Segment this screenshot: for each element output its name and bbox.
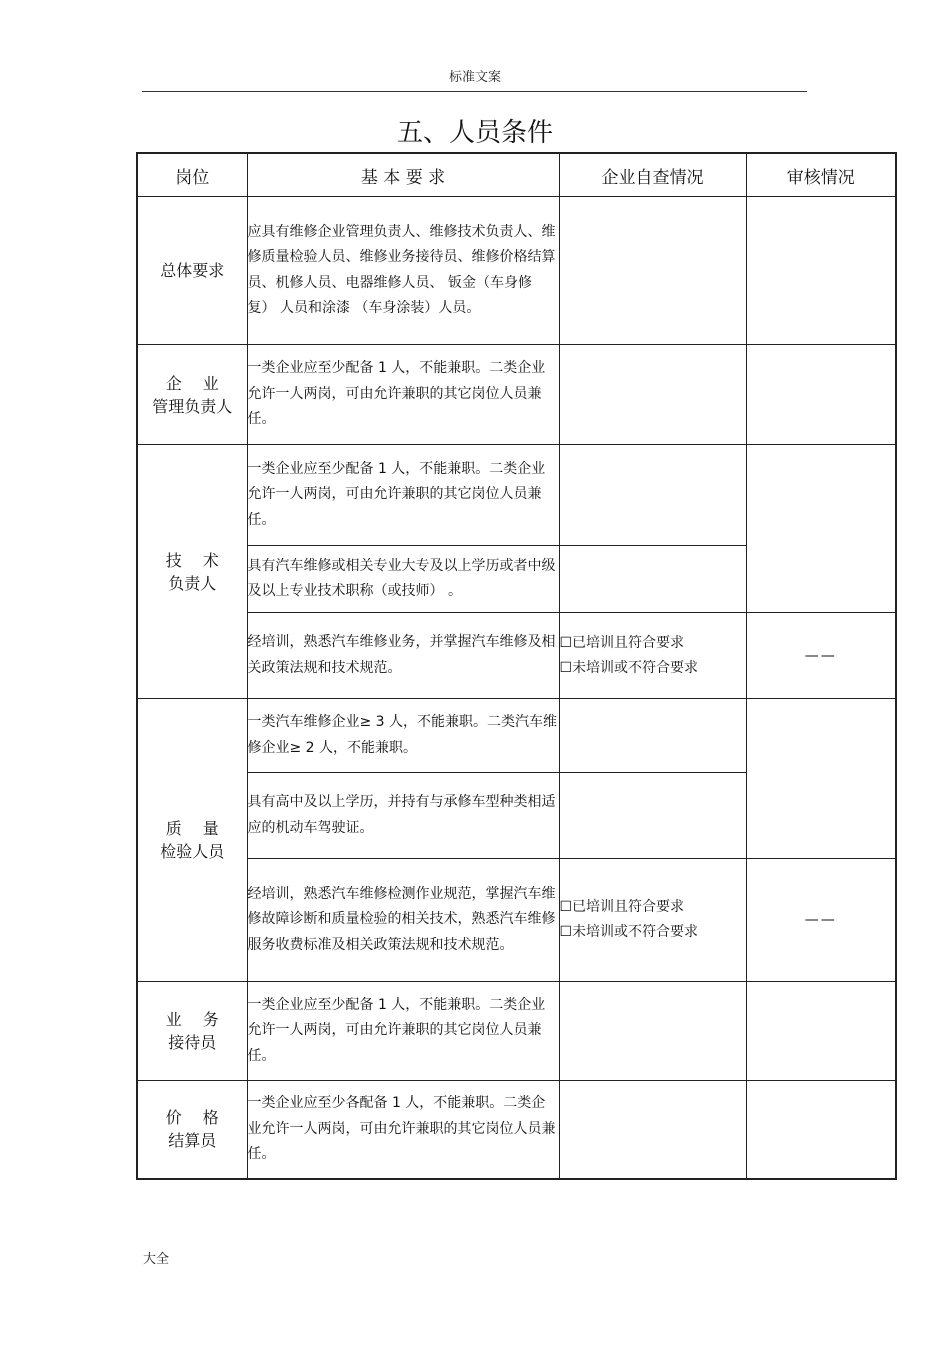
requirement-general: 应具有维修企业管理负责人、维修技术负责人、维修质量检验人员、维修业务接待员、维修价格结算员、机修人员、电器维修人员、 钣金（车身修复） 人员和涂漆 （车身涂装）人员。: [247, 197, 559, 345]
checkbox-trained-compliant[interactable]: ☐已培训且符合要求: [559, 899, 685, 915]
self-check-cell[interactable]: [559, 982, 746, 1081]
personnel-requirements-table: [136, 152, 897, 1180]
table-row-tech-1: [137, 445, 896, 546]
requirement-manager: 一类企业应至少配备 1 人，不能兼职。二类企业允许一人两岗，可由允许兼职的其它岗位人员兼任。: [247, 345, 559, 445]
review-cell[interactable]: [746, 1081, 896, 1179]
review-cell[interactable]: [746, 982, 896, 1081]
self-check-cell[interactable]: [559, 345, 746, 445]
requirement-tech-education: 具有汽车维修或相关专业大专及以上学历或者中级及以上专业技术职称（或技师） 。: [247, 546, 559, 613]
position-reception: [137, 982, 247, 1081]
position-tech: [137, 445, 247, 699]
table-row-tech-3: [137, 613, 896, 699]
position-label-line1: 业 务: [165, 1010, 227, 1029]
position-label-line2: 检验人员: [160, 842, 225, 861]
requirement-tech-training: 经培训，熟悉汽车维修业务，并掌握汽车维修及相关政策法规和技术规范。: [247, 613, 559, 699]
requirement-tech-staffing: 一类企业应至少配备 1 人，不能兼职。二类企业允许一人两岗，可由允许兼职的其它岗位人员兼任。: [247, 445, 559, 546]
page-footer: 大全: [143, 1252, 170, 1267]
self-check-cell[interactable]: [559, 546, 746, 613]
position-manager: [137, 345, 247, 445]
review-cell[interactable]: [746, 345, 896, 445]
position-label-line2: 结算员: [168, 1131, 217, 1151]
position-label-line1: 价 格: [165, 1108, 227, 1128]
header-divider: [142, 91, 807, 92]
self-check-cell[interactable]: [559, 699, 746, 773]
table-row-quality-3: [137, 859, 896, 982]
table-row-quality-1: [137, 699, 896, 773]
header-review: 审核情况: [746, 153, 896, 197]
table-row-general: [137, 197, 896, 345]
review-cell[interactable]: [746, 445, 896, 613]
header-requirement: 基 本 要 求: [247, 153, 559, 197]
position-label-line2: 负责人: [168, 573, 217, 593]
position-label-line1: 技 术: [165, 550, 227, 570]
checkbox-untrained-noncompliant[interactable]: ☐未培训或不符合要求: [559, 659, 699, 676]
requirement-quality-training: 经培训，熟悉汽车维修检测作业规范，掌握汽车维修故障诊断和质量检验的相关技术，熟悉汽车维修服务收费标准及相关政策法规和技术规范。: [247, 859, 559, 982]
table-header-row: [137, 153, 896, 197]
position-quality: [137, 699, 247, 982]
self-check-cell[interactable]: [559, 1081, 746, 1179]
position-general: 总体要求: [137, 197, 247, 345]
self-check-cell[interactable]: [559, 773, 746, 859]
table-row-manager: [137, 345, 896, 445]
requirement-quality-staffing: 一类汽车维修企业≥ 3 人，不能兼职。二类汽车维修企业≥ 2 人，不能兼职。: [247, 699, 559, 773]
checkbox-trained-compliant[interactable]: ☐已培训且符合要求: [559, 634, 685, 651]
review-cell[interactable]: [746, 197, 896, 345]
header-self-check: 企业自查情况: [559, 153, 746, 197]
requirement-pricing: 一类企业应至少各配备 1 人，不能兼职。二类企业允许一人两岗，可由允许兼职的其它岗位人员兼任。: [247, 1081, 559, 1179]
table-row-pricing: [137, 1081, 896, 1179]
requirement-quality-license: 具有高中及以上学历，并持有与承修车型种类相适应的机动车驾驶证。: [247, 773, 559, 859]
table-row-reception: [137, 982, 896, 1081]
position-label-line2: 接待员: [168, 1033, 217, 1052]
self-check-options: [559, 859, 746, 982]
header-position: 岗位: [137, 153, 247, 197]
checkbox-untrained-noncompliant[interactable]: ☐未培训或不符合要求: [559, 924, 699, 940]
requirement-reception: 一类企业应至少配备 1 人，不能兼职。二类企业允许一人两岗，可由允许兼职的其它岗位人员兼任。: [247, 982, 559, 1081]
position-label-line2: 管理负责人: [152, 396, 233, 416]
review-not-applicable: ——: [746, 613, 896, 699]
self-check-cell[interactable]: [559, 197, 746, 345]
self-check-cell[interactable]: [559, 445, 746, 546]
self-check-options: [559, 613, 746, 699]
position-label-line1: 质 量: [165, 819, 227, 838]
review-not-applicable: ——: [746, 859, 896, 982]
position-label-line1: 企 业: [165, 373, 227, 393]
page-header: 标准文案: [448, 70, 501, 85]
position-pricing: [137, 1081, 247, 1179]
page-title: 五、人员条件: [396, 118, 553, 148]
review-cell[interactable]: [746, 699, 896, 859]
